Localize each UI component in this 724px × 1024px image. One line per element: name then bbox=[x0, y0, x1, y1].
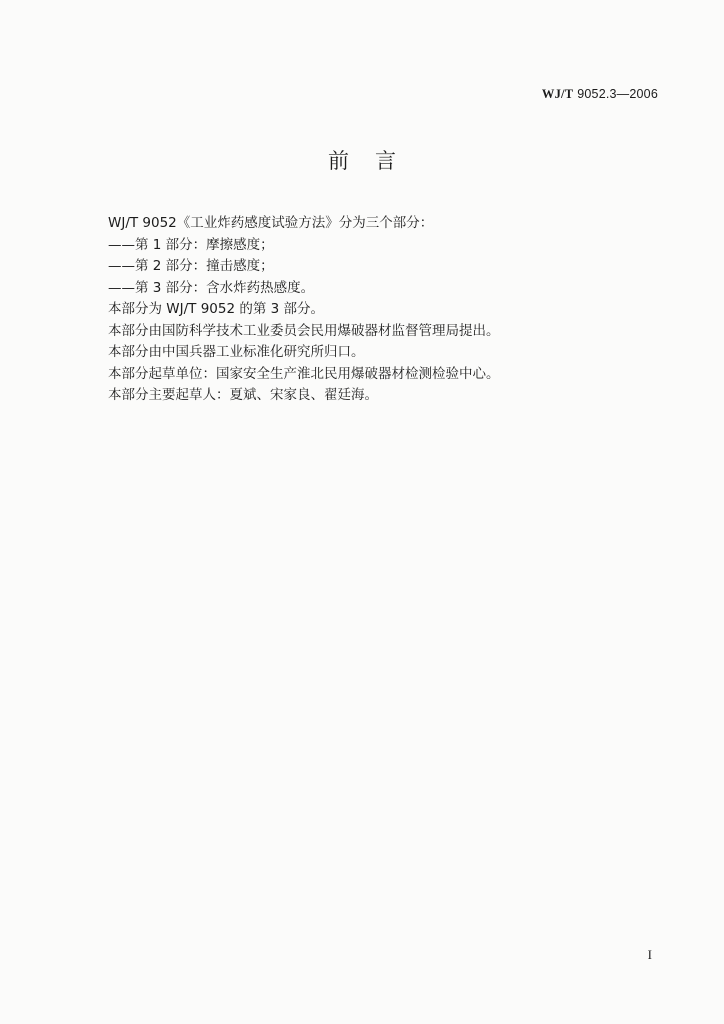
foreword-line: 本部分起草单位：国家安全生产淮北民用爆破器材检测检验中心。 bbox=[108, 365, 500, 382]
foreword-line: 本部分由国防科学技术工业委员会民用爆破器材监督管理局提出。 bbox=[108, 322, 500, 339]
foreword-line: 本部分为 WJ/T 9052 的第 3 部分。 bbox=[108, 301, 325, 317]
foreword-line: ——第 2 部分：撞击感度； bbox=[108, 258, 274, 274]
foreword-line: ——第 3 部分：含水炸药热感度。 bbox=[108, 279, 315, 296]
standard-prefix: WJ/T bbox=[541, 87, 574, 101]
foreword-body bbox=[108, 213, 668, 407]
page-title: 前言 bbox=[328, 149, 422, 173]
standard-code-header bbox=[542, 86, 658, 102]
foreword-line: WJ/T 9052《工业炸药感度试验方法》分为三个部分： bbox=[108, 215, 434, 231]
foreword-line: ——第 1 部分：摩擦感度； bbox=[108, 236, 274, 253]
standard-number: 9052.3—2006 bbox=[577, 87, 658, 101]
page-number: I bbox=[647, 947, 652, 962]
foreword-line: 本部分由中国兵器工业标准化研究所归口。 bbox=[108, 344, 365, 360]
foreword-line: 本部分主要起草人：夏斌、宋家良、翟廷海。 bbox=[108, 387, 378, 403]
